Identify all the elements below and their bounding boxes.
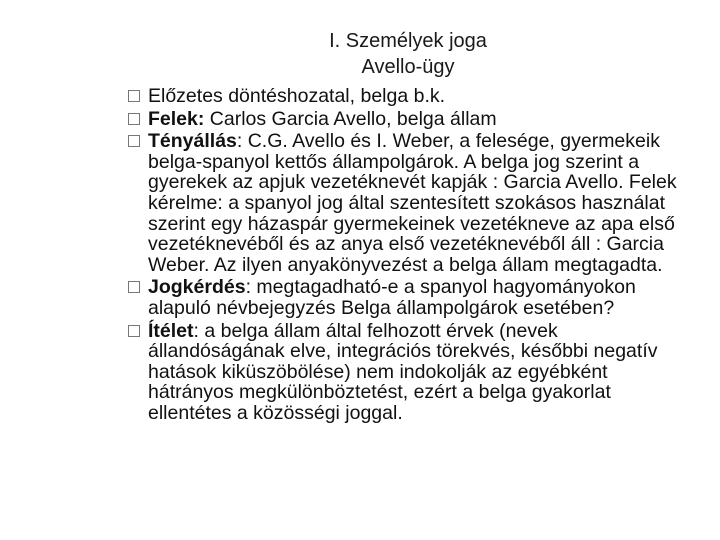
square-bullet-icon [128,113,140,125]
square-bullet-icon [128,90,140,102]
bullet-list [128,86,698,426]
bullet-text: Carlos Garcia Avello, belga állam [204,107,497,130]
bullet-item-judgment [128,321,698,424]
bullet-text: : megtagadható-e a spanyol hagyományokon alapuló névbejegyzés Belga állampolgárok esetében? [148,276,636,319]
bullet-item-legal-question [128,277,698,318]
square-bullet-icon [128,325,140,337]
bullet-label: Jogkérdés [148,276,246,299]
bullet-text: : C.G. Avello és I. Weber, a felesége, gyermekeik belga-spanyol kettős állampolgárok. A belga jog szerint a gyerekek az apjuk vezetéknevét kapják : Garcia Avello. Felek kérelme: a spanyol jog által szentesített szokásos használat szerint egy házaspár gyermekeinek vezetékneve az apa első vezetéknevéből és az anya első vezetéknevéből áll : Garcia Weber. Az ilyen anyakönyvezést a belga állam megtagadta. [148,130,677,276]
bullet-item-facts [128,131,698,275]
square-bullet-icon [128,135,140,147]
bullet-text: : a belga állam által felhozott érvek (nevek állandóságának elve, integrációs törekvés, későbbi negatív hatások kiküszöbölése) nem indokolják az egyébként hátrányos megkülönböztetést, ezért a belga gyakorlat ellentétes a közösségi joggal. [148,319,658,424]
square-bullet-icon [128,281,140,293]
bullet-label: Ítélet [148,319,194,342]
bullet-label: Tényállás [148,130,237,153]
bullet-label: Felek: [148,107,205,130]
bullet-item-parties [128,109,698,130]
slide-title [230,28,586,80]
title-line-1: I. Személyek joga [329,30,487,52]
bullet-text: Előzetes döntéshozatal, belga b.k. [148,85,446,107]
title-line-2: Avello-ügy [361,56,455,78]
bullet-item-preliminary [128,86,698,107]
